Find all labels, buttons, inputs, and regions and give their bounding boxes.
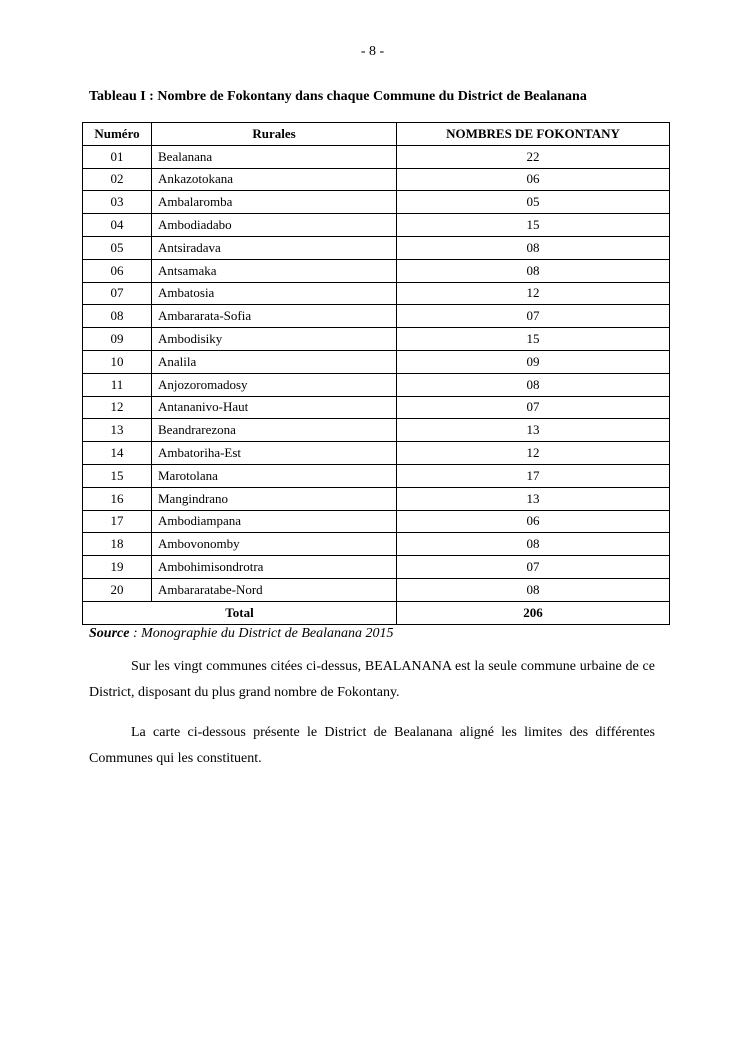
row-number: 03 — [83, 191, 152, 214]
row-fokontany-count: 12 — [397, 282, 670, 305]
table-row — [83, 145, 670, 168]
paragraph-2: La carte ci-dessous présente le District de Bealanana aligné les limites des différentes Communes qui les constituent. — [89, 725, 655, 766]
table-row — [83, 305, 670, 328]
row-number: 15 — [83, 464, 152, 487]
row-fokontany-count: 12 — [397, 442, 670, 465]
fokontany-table — [82, 122, 670, 625]
row-commune-name: Bealanana — [152, 145, 397, 168]
row-commune-name: Ankazotokana — [152, 168, 397, 191]
row-fokontany-count: 22 — [397, 145, 670, 168]
row-commune-name: Ambohimisondrotra — [152, 556, 397, 579]
paragraph-1: Sur les vingt communes citées ci-dessus, BEALANANA est la seule commune urbaine de ce District, disposant du plus grand nombre de Fokontany. — [89, 659, 655, 700]
header-rurales: Rurales — [152, 123, 397, 146]
row-number: 18 — [83, 533, 152, 556]
row-fokontany-count: 08 — [397, 533, 670, 556]
row-number: 07 — [83, 282, 152, 305]
page-number: - 8 - — [360, 44, 385, 59]
row-fokontany-count: 08 — [397, 373, 670, 396]
row-fokontany-count: 07 — [397, 396, 670, 419]
table-header-row — [83, 123, 670, 146]
row-commune-name: Ambodiadabo — [152, 214, 397, 237]
row-commune-name: Ambalaromba — [152, 191, 397, 214]
table-row — [83, 373, 670, 396]
row-fokontany-count: 06 — [397, 168, 670, 191]
row-fokontany-count: 08 — [397, 259, 670, 282]
table-row — [83, 350, 670, 373]
row-fokontany-count: 15 — [397, 214, 670, 237]
row-commune-name: Ambovonomby — [152, 533, 397, 556]
row-fokontany-count: 08 — [397, 236, 670, 259]
table-row — [83, 396, 670, 419]
table-total-row — [83, 601, 670, 624]
row-fokontany-count: 08 — [397, 578, 670, 601]
row-fokontany-count: 17 — [397, 464, 670, 487]
row-number: 20 — [83, 578, 152, 601]
row-commune-name: Ambatosia — [152, 282, 397, 305]
row-fokontany-count: 13 — [397, 487, 670, 510]
row-number: 04 — [83, 214, 152, 237]
source-label: Source — [89, 626, 130, 641]
row-number: 17 — [83, 510, 152, 533]
total-value: 206 — [397, 601, 670, 624]
row-number: 12 — [83, 396, 152, 419]
row-number: 08 — [83, 305, 152, 328]
row-number: 19 — [83, 556, 152, 579]
table-row — [83, 328, 670, 351]
row-commune-name: Ambararata-Sofia — [152, 305, 397, 328]
table-body — [83, 145, 670, 601]
table-row — [83, 191, 670, 214]
row-number: 16 — [83, 487, 152, 510]
row-commune-name: Mangindrano — [152, 487, 397, 510]
source-text: : Monographie du District de Bealanana 2015 — [129, 626, 394, 641]
row-number: 11 — [83, 373, 152, 396]
row-commune-name: Anjozoromadosy — [152, 373, 397, 396]
row-number: 06 — [83, 259, 152, 282]
row-commune-name: Beandrarezona — [152, 419, 397, 442]
table-row — [83, 282, 670, 305]
row-commune-name: Analila — [152, 350, 397, 373]
table-row — [83, 578, 670, 601]
table-row — [83, 556, 670, 579]
header-fokontany: NOMBRES DE FOKONTANY — [397, 123, 670, 146]
row-fokontany-count: 09 — [397, 350, 670, 373]
source-note — [89, 626, 393, 642]
row-commune-name: Marotolana — [152, 464, 397, 487]
row-fokontany-count: 15 — [397, 328, 670, 351]
row-number: 13 — [83, 419, 152, 442]
table-row — [83, 419, 670, 442]
row-fokontany-count: 05 — [397, 191, 670, 214]
table-row — [83, 510, 670, 533]
table-row — [83, 214, 670, 237]
row-fokontany-count: 13 — [397, 419, 670, 442]
total-label: Total — [83, 601, 397, 624]
table-row — [83, 464, 670, 487]
row-fokontany-count: 06 — [397, 510, 670, 533]
row-number: 01 — [83, 145, 152, 168]
table-row — [83, 259, 670, 282]
row-number: 14 — [83, 442, 152, 465]
table-row — [83, 168, 670, 191]
row-number: 09 — [83, 328, 152, 351]
row-commune-name: Antsiradava — [152, 236, 397, 259]
row-fokontany-count: 07 — [397, 556, 670, 579]
row-number: 05 — [83, 236, 152, 259]
row-commune-name: Antananivo-Haut — [152, 396, 397, 419]
row-fokontany-count: 07 — [397, 305, 670, 328]
header-numero: Numéro — [83, 123, 152, 146]
row-number: 02 — [83, 168, 152, 191]
row-commune-name: Ambodiampana — [152, 510, 397, 533]
row-commune-name: Antsamaka — [152, 259, 397, 282]
row-number: 10 — [83, 350, 152, 373]
row-commune-name: Ambodisiky — [152, 328, 397, 351]
table-row — [83, 236, 670, 259]
row-commune-name: Ambatoriha-Est — [152, 442, 397, 465]
table-row — [83, 533, 670, 556]
row-commune-name: Ambararatabe-Nord — [152, 578, 397, 601]
table-row — [83, 487, 670, 510]
table-title: Tableau I : Nombre de Fokontany dans chaque Commune du District de Bealanana — [89, 89, 587, 104]
table-row — [83, 442, 670, 465]
